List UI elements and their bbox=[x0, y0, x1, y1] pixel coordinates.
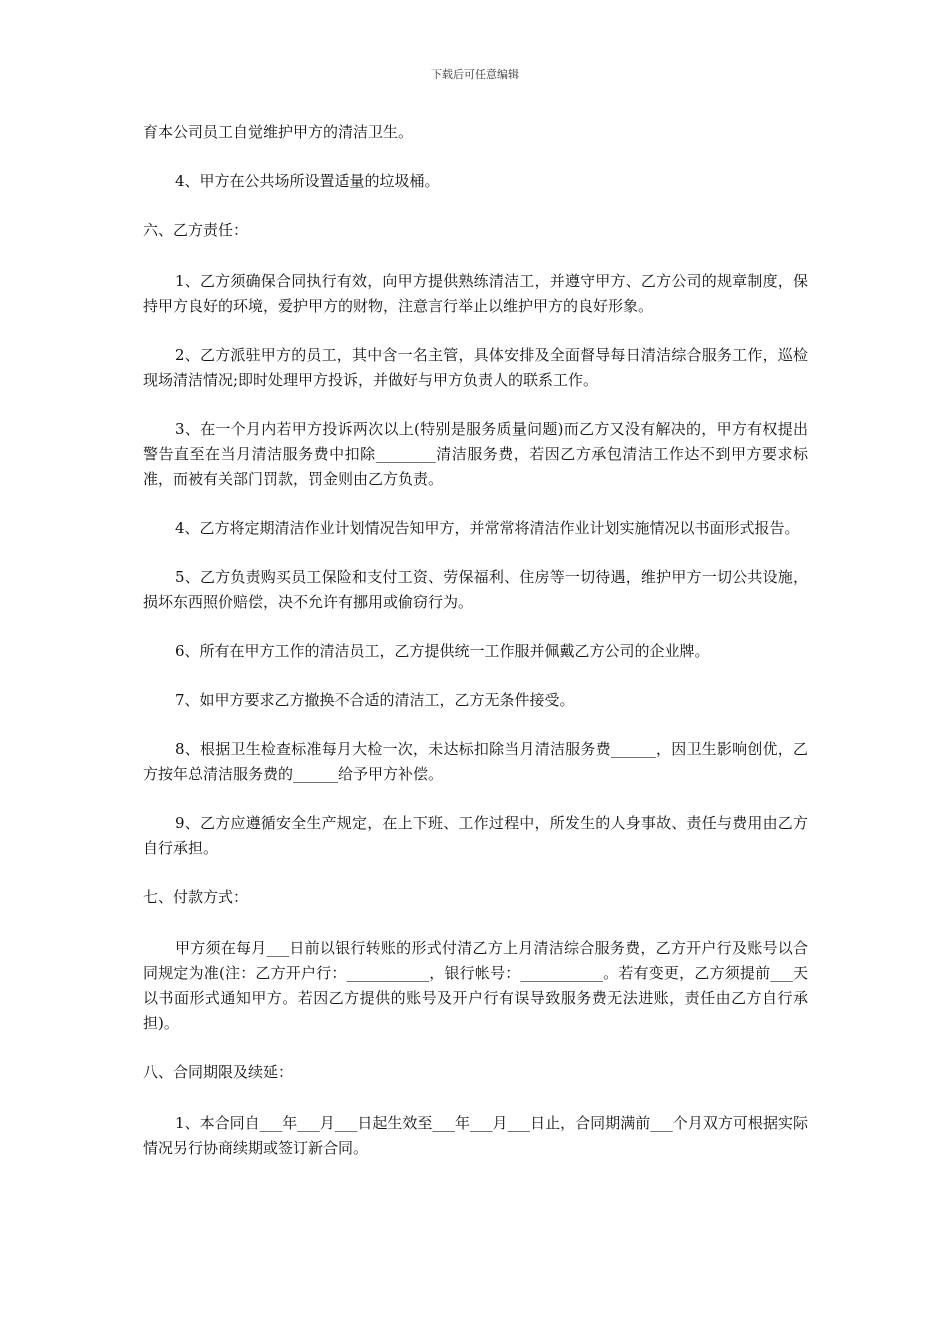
paragraph-clause-6-5: 5、乙方负责购买员工保险和支付工资、劳保福利、住房等一切待遇，维护甲方一切公共设施，损坏东西照价赔偿，决不允许有挪用或偷窃行为。 bbox=[143, 568, 808, 611]
paragraph-clause-5-4: 4、甲方在公共场所设置适量的垃圾桶。 bbox=[175, 172, 440, 190]
document-body bbox=[143, 120, 808, 1185]
paragraph-payment: 甲方须在每月___日前以银行转账的形式付清乙方上月清洁综合服务费，乙方开户行及账号以合同规定为准(注：乙方开户行：___________，银行帐号：___________。若有变更，乙方须提前___天以书面形式通知甲方。若因乙方提供的账号及开户行有误导致服务费无法进账，责任由乙方自行承担)。 bbox=[143, 939, 808, 1032]
section-heading-7: 七、付款方式： bbox=[143, 888, 249, 906]
paragraph-clause-6-2: 2、乙方派驻甲方的员工，其中含一名主管，具体安排及全面督导每日清洁综合服务工作，巡检现场清洁情况;即时处理甲方投诉，并做好与甲方负责人的联系工作。 bbox=[143, 346, 808, 389]
paragraph-clause-6-3: 3、在一个月内若甲方投诉两次以上(特别是服务质量问题)而乙方又没有解决的，甲方有权提出警告直至在当月清洁服务费中扣除________清洁服务费，若因乙方承包清洁工作达不到甲方要求标准，而被有关部门罚款，罚金则由乙方负责。 bbox=[143, 420, 808, 488]
section-heading-6: 六、乙方责任： bbox=[143, 221, 249, 239]
paragraph-clause-6-1: 1、乙方须确保合同执行有效，向甲方提供熟练清洁工，并遵守甲方、乙方公司的规章制度，保持甲方良好的环境，爱护甲方的财物，注意言行举止以维护甲方的良好形象。 bbox=[143, 272, 808, 315]
paragraph-clause-6-9: 9、乙方应遵循安全生产规定，在上下班、工作过程中，所发生的人身事故、责任与费用由乙方自行承担。 bbox=[143, 814, 808, 857]
paragraph-clause-6-7: 7、如甲方要求乙方撤换不合适的清洁工，乙方无条件接受。 bbox=[175, 691, 575, 709]
paragraph-clause-8-1: 1、本合同自___年___月___日起生效至___年___月___日止，合同期满前___个月双方可根据实际情况另行协商续期或签订新合同。 bbox=[143, 1114, 808, 1157]
paragraph-continuation: 育本公司员工自觉维护甲方的清洁卫生。 bbox=[143, 123, 414, 141]
paragraph-clause-6-6: 6、所有在甲方工作的清洁员工，乙方提供统一工作服并佩戴乙方公司的企业牌。 bbox=[175, 642, 710, 660]
page-header: 下载后可任意编辑 bbox=[431, 68, 519, 81]
section-heading-8: 八、合同期限及续延： bbox=[143, 1063, 294, 1081]
paragraph-clause-6-8: 8、根据卫生检查标准每月大检一次，未达标扣除当月清洁服务费______，因卫生影响创优，乙方按年总清洁服务费的______给予甲方补偿。 bbox=[143, 740, 808, 783]
paragraph-clause-6-4: 4、乙方将定期清洁作业计划情况告知甲方，并常常将清洁作业计划实施情况以书面形式报告。 bbox=[175, 519, 800, 537]
